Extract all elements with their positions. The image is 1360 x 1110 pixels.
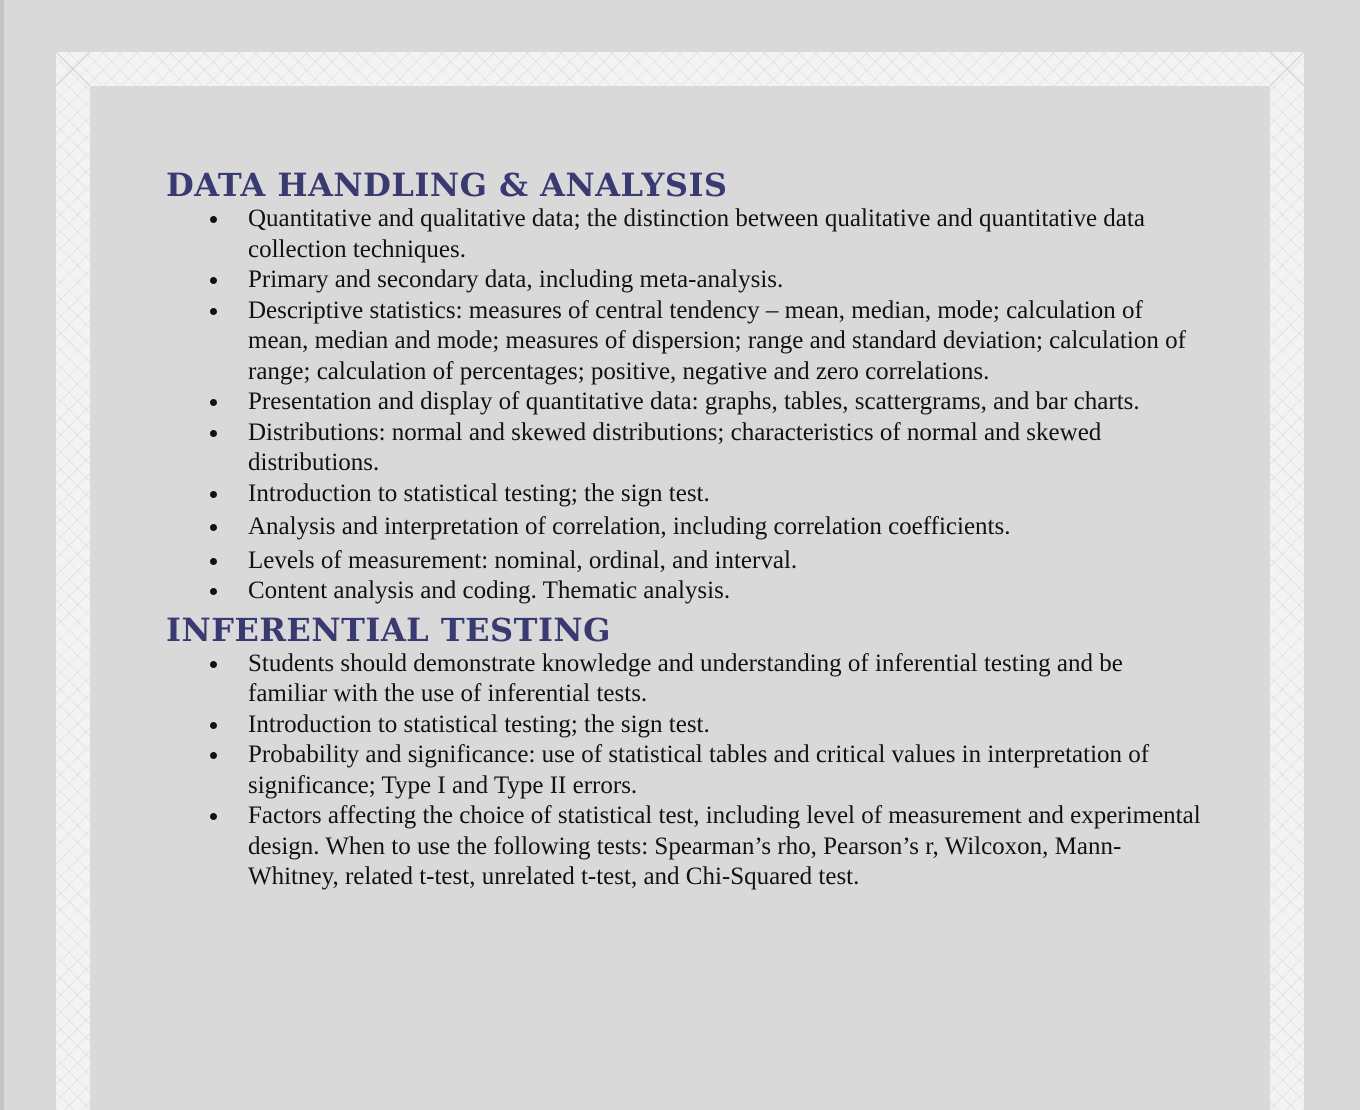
list-item: Quantitative and qualitative data; the distinction between qualitative and quantitative data collection techniques.: [248, 204, 1206, 265]
list-item: Levels of measurement: nominal, ordinal, and interval.: [248, 546, 1206, 577]
list-item: Distributions: normal and skewed distributions; characteristics of normal and skewed distributions.: [248, 418, 1206, 479]
corner-ornament-icon: [56, 52, 90, 86]
section-heading-data-handling: DATA HANDLING & ANALYSIS: [166, 166, 728, 204]
list-item: Presentation and display of quantitative data: graphs, tables, scattergrams, and bar charts.: [248, 387, 1206, 418]
window-edge: [0, 0, 4, 1110]
list-item: Introduction to statistical testing; the sign test.: [248, 710, 1206, 741]
document-page: [90, 86, 1270, 1110]
inferential-testing-list: [166, 649, 1206, 893]
corner-ornament-icon: [1270, 52, 1304, 86]
section-heading-inferential-testing: INFERENTIAL TESTING: [166, 610, 611, 649]
list-item: Primary and secondary data, including meta-analysis.: [248, 265, 1206, 296]
list-item: Introduction to statistical testing; the sign test.: [248, 479, 1206, 510]
list-item: Probability and significance: use of statistical tables and critical values in interpretation of significance; Type I and Type II errors.: [248, 740, 1206, 801]
list-item: Factors affecting the choice of statistical test, including level of measurement and experimental design. When to use the following tests: Spearman’s rho, Pearson’s r, Wilcoxon, Mann-Whitney, related t-test, unrelated t-test, and Chi-Squared test.: [248, 801, 1206, 893]
document-content: [166, 166, 1206, 893]
list-item: Descriptive statistics: measures of central tendency – mean, median, mode; calculation of mean, median and mode; measures of dispersion; range and standard deviation; calculation of range; calculation of percentages; positive, negative and zero correlations.: [248, 296, 1206, 388]
list-item: Content analysis and coding. Thematic analysis.: [248, 576, 1206, 607]
list-item: Analysis and interpretation of correlation, including correlation coefficients.: [248, 512, 1206, 543]
page-frame: [56, 52, 1304, 1110]
list-item: Students should demonstrate knowledge and understanding of inferential testing and be familiar with the use of inferential tests.: [248, 649, 1206, 710]
data-handling-list: [166, 204, 1206, 607]
